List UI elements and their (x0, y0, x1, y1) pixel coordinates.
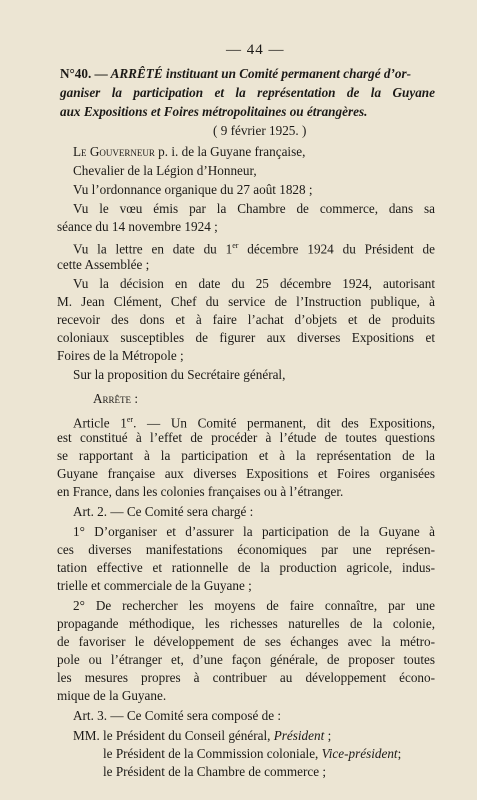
article-1-label: Article 1 (73, 415, 127, 431)
article-2-p1-line-2: ces diverses manifestations économiques par une représen- (57, 542, 435, 557)
article-1-line-3: se rapportant à la participation et à la représentation de la (57, 448, 435, 463)
preamble-line-10: recevoir des dons et à faire l’achat d’objets et de produits (57, 312, 435, 327)
member-1-end: ; (324, 728, 332, 743)
member-2-role: Vice-président (321, 746, 398, 761)
article-1-rest: . — Un Comité permanent, dit des Expositions, (133, 415, 435, 431)
article-1-line-1 (73, 412, 435, 431)
article-3-heading: Art. 3. — Ce Comité sera composé de : (73, 708, 282, 723)
decree-title-part-1: — ARRÊTÉ instituant un Comité permanent chargé d’or- (94, 66, 412, 81)
preamble-line-13: Sur la proposition du Secrétaire général, (73, 367, 286, 382)
preamble-line-6-b: décembre 1924 du Président de (238, 241, 436, 257)
article-1-line-2: est constitué à l’effet de procéder à l’étude de toutes questions (57, 430, 435, 445)
member-2-end: ; (397, 746, 402, 761)
preamble-line-6 (73, 238, 435, 257)
preamble-line-6-sup: er (232, 241, 239, 250)
article-2-p2-line-3: de favoriser le développement de ses échanges avec la métro- (57, 634, 435, 649)
preamble-line-4: Vu le vœu émis par la Chambre de commerce, dans sa (73, 201, 435, 216)
article-2-p2-line-5: les mesures propres à contribuer au développement écono- (57, 670, 435, 685)
decree-title-line-3: aux Expositions et Foires métropolitaines ou étrangères. (60, 104, 368, 119)
preamble-line-2: Chevalier de la Légion d’Honneur, (73, 163, 257, 178)
governor-rest: p. i. de la Guyane française, (154, 144, 306, 159)
preamble-line-11: coloniaux susceptibles de figurer aux diverses Expositions et (57, 330, 435, 345)
preamble-line-1 (73, 144, 305, 160)
member-line-1 (73, 728, 331, 744)
member-1-text: MM. le Président du Conseil général, (73, 728, 274, 743)
decree-title-line-2: ganiser la participation et la représentation de la Guyane (60, 85, 435, 100)
article-1-line-4: Guyane française aux diverses Expositions et Foires organisées (57, 466, 435, 481)
member-1-role: Président (273, 728, 325, 743)
article-2-p1-line-4: trielle et commerciale de la Guyane ; (57, 578, 252, 593)
article-1-sup: er (126, 415, 134, 424)
article-2-p2-line-4: pole ou l’étranger et, d’une façon générale, de proposer toutes (57, 652, 435, 667)
preamble-line-3: Vu l’ordonnance organique du 27 août 1828 ; (73, 182, 313, 197)
decree-date: ( 9 février 1925. ) (213, 123, 307, 138)
preamble-line-9: M. Jean Clément, Chef du service de l’Instruction publique, à (57, 294, 435, 309)
article-2-heading: Art. 2. — Ce Comité sera chargé : (73, 504, 254, 519)
preamble-line-5: séance du 14 novembre 1924 ; (57, 219, 218, 234)
decree-title-line-1 (60, 66, 435, 82)
article-2-p2-line-2: propagande méthodique, les richesses naturelles de la colonie, (57, 616, 435, 631)
article-2-p1-line-3: tation effective et rationnelle de la production agricole, indus- (57, 560, 435, 575)
preamble-line-7: cette Assemblée ; (57, 257, 150, 272)
article-1-line-5: en France, dans les colonies françaises ou à l’étranger. (57, 484, 344, 499)
governor-title: Le Gouverneur (73, 144, 155, 159)
article-2-p2-line-1: 2° De rechercher les moyens de faire connaître, par une (73, 598, 435, 613)
article-2-p2-line-6: mique de la Guyane. (57, 688, 167, 703)
arrete-heading: Arrête : (93, 391, 138, 406)
decree-number: N°40. (60, 66, 92, 81)
article-2-p1-line-1: 1° D’organiser et d’assurer la participation de la Guyane à (73, 524, 435, 539)
preamble-line-12: Foires de la Métropole ; (57, 348, 184, 363)
preamble-line-8: Vu la décision en date du 25 décembre 1924, autorisant (73, 276, 435, 291)
member-line-2 (103, 746, 401, 762)
member-2-text: le Président de la Commission coloniale, (103, 746, 322, 761)
page-number: — 44 — (226, 42, 285, 58)
preamble-line-6-a: Vu la lettre en date du 1 (73, 241, 233, 257)
member-line-3: le Président de la Chambre de commerce ; (103, 764, 327, 779)
